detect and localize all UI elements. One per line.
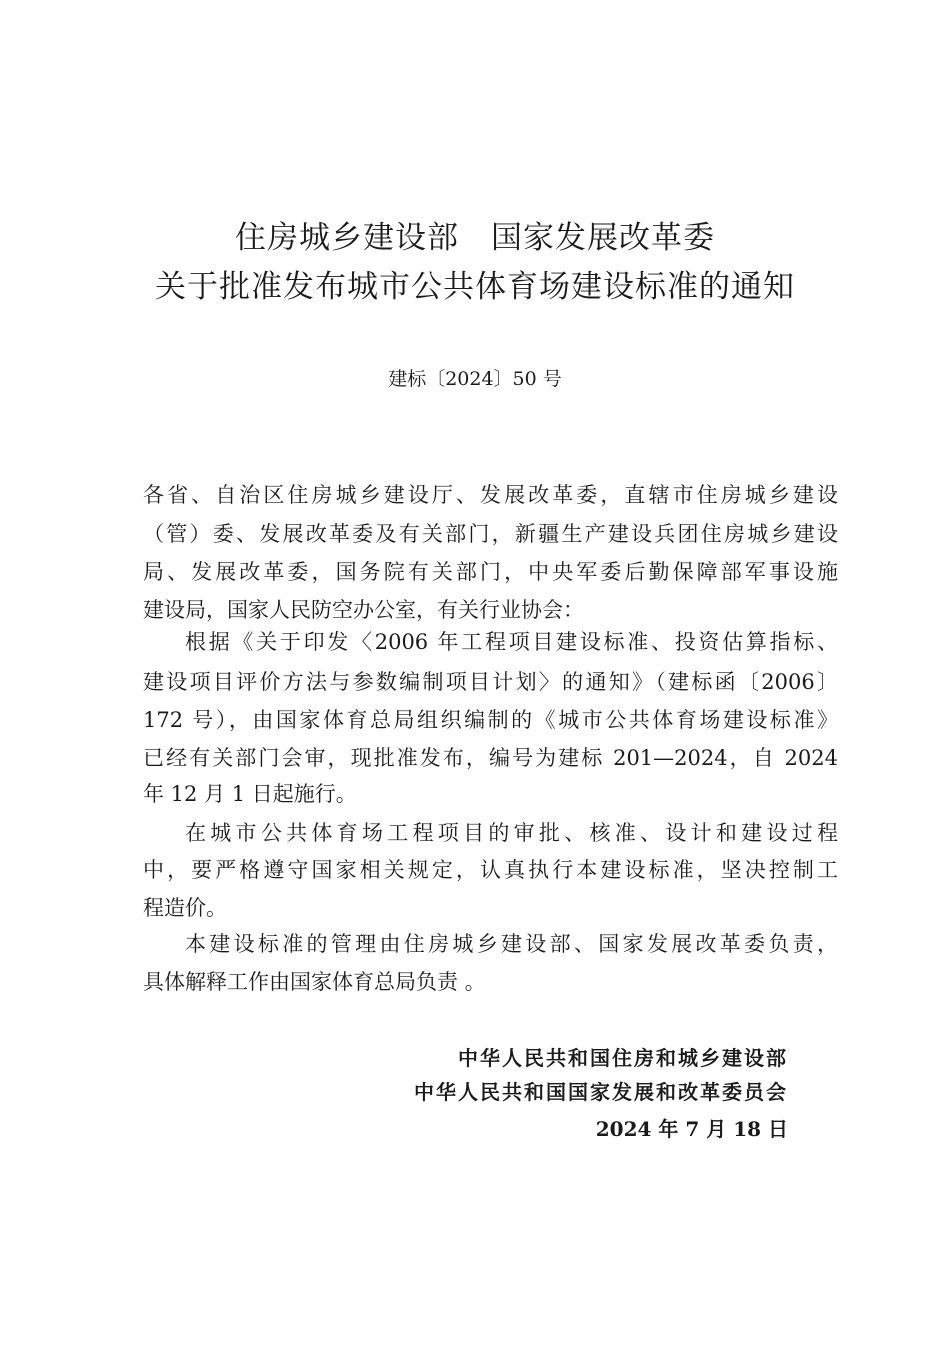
signature-ndrc: 中华人民共和国国家发展和改革委员会 [414, 1080, 788, 1104]
paragraph-2-line-3: 程造价。 [143, 896, 227, 920]
document-title-line-1: 住房城乡建设部 国家发展改革委 [235, 220, 715, 256]
signature-ministry-housing: 中华人民共和国住房和城乡建设部 [458, 1046, 788, 1070]
paragraph-3-line-1: 本建设标准的管理由住房城乡建设部、国家发展改革委负责， [185, 932, 838, 956]
addressee-line-1: 各省、自治区住房城乡建设厅、发展改革委，直辖市住房城乡建设 [143, 483, 838, 507]
paragraph-1-line-2: 建设项目评价方法与参数编制项目计划〉的通知》（建标函〔2006〕 [143, 670, 838, 694]
paragraph-2-line-1: 在城市公共体育场工程项目的审批、核准、设计和建设过程 [185, 821, 838, 845]
paragraph-1-line-1: 根据《关于印发〈2006 年工程项目建设标准、投资估算指标、 [185, 630, 838, 654]
paragraph-1-line-4: 已经有关部门会审，现批准发布，编号为建标 201—2024，自 2024 [143, 746, 838, 770]
paragraph-1-line-5: 年 12 月 1 日起施行。 [143, 782, 357, 806]
issue-date: 2024 年 7 月 18 日 [595, 1117, 788, 1141]
addressee-line-4: 建设局，国家人民防空办公室，有关行业协会： [143, 598, 584, 622]
document-number: 建标〔2024〕50 号 [388, 368, 562, 390]
paragraph-3-line-2: 具体解释工作由国家体育总局负责 。 [143, 970, 486, 994]
paragraph-2-line-2: 中，要严格遵守国家相关规定，认真执行本建设标准，坚决控制工 [143, 858, 838, 882]
document-title-line-2: 关于批准发布城市公共体育场建设标准的通知 [155, 269, 795, 305]
addressee-line-3: 局、发展改革委，国务院有关部门，中央军委后勤保障部军事设施 [143, 560, 838, 584]
addressee-line-2: （管）委、发展改革委及有关部门，新疆生产建设兵团住房城乡建设 [143, 522, 838, 546]
paragraph-1-line-3: 172 号），由国家体育总局组织编制的《城市公共体育场建设标准》 [143, 708, 838, 732]
